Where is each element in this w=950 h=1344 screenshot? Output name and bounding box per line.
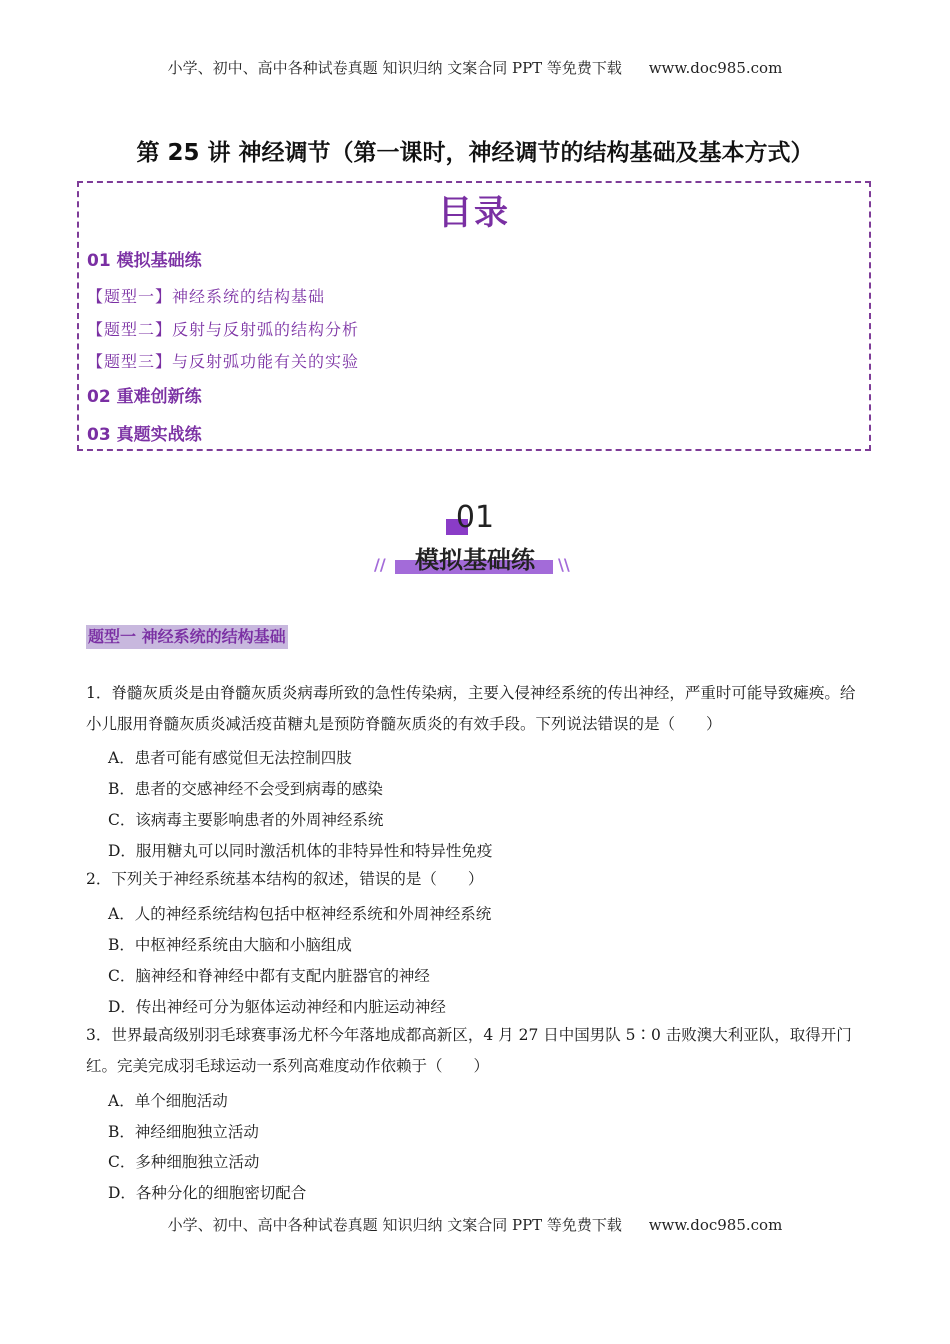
question-1-option-c: C．该病毒主要影响患者的外周神经系统	[108, 811, 384, 829]
page-title: 第 25 讲 神经调节（第一课时，神经调节的结构基础及基本方式）	[136, 140, 814, 166]
toc-heading: 目录	[438, 193, 510, 233]
header-text: 小学、初中、高中各种试卷真题 知识归纳 文案合同 PPT 等免费下载	[167, 59, 622, 77]
header-url-link[interactable]: www.doc985.com	[648, 59, 783, 77]
toc-item-section-03[interactable]: 03 真题实战练	[87, 425, 202, 445]
footer-url-link[interactable]: www.doc985.com	[648, 1216, 783, 1234]
question-1-option-b: B．患者的交感神经不会受到病毒的感染	[108, 780, 383, 798]
toc-item-type-3[interactable]: 【题型三】与反射弧功能有关的实验	[87, 352, 360, 371]
badge-slash-left: //	[374, 555, 386, 574]
question-type-tag: 题型一 神经系统的结构基础	[86, 625, 288, 649]
page-header	[0, 57, 950, 78]
toc-item-section-02[interactable]: 02 重难创新练	[87, 387, 202, 407]
question-3-option-b: B．神经细胞独立活动	[108, 1123, 259, 1141]
question-3-option-a: A．单个细胞活动	[108, 1092, 228, 1110]
question-2-option-b: B．中枢神经系统由大脑和小脑组成	[108, 936, 352, 954]
question-2-option-a: A．人的神经系统结构包括中枢神经系统和外周神经系统	[108, 905, 492, 923]
question-3-option-d: D．各种分化的细胞密切配合	[108, 1184, 307, 1202]
question-1-stem: 1．脊髓灰质炎是由脊髓灰质炎病毒所致的急性传染病，主要入侵神经系统的传出神经，严重时可能导致瘫痪。给小儿服用脊髓灰质炎减活疫苗糖丸是预防脊髓灰质炎的有效手段。下列说法错误的是（ ）	[86, 684, 856, 733]
question-2-stem: 2．下列关于神经系统基本结构的叙述，错误的是（ ）	[86, 870, 484, 888]
toc-item-type-2[interactable]: 【题型二】反射与反射弧的结构分析	[87, 320, 360, 339]
toc-item-type-1[interactable]: 【题型一】神经系统的结构基础	[87, 287, 326, 306]
table-of-contents	[77, 181, 871, 451]
question-3-option-c: C．多种细胞独立活动	[108, 1153, 260, 1171]
page-footer	[0, 1214, 950, 1235]
badge-slash-right: \\	[558, 555, 570, 574]
question-1-option-a: A．患者可能有感觉但无法控制四肢	[108, 749, 352, 767]
footer-text: 小学、初中、高中各种试卷真题 知识归纳 文案合同 PPT 等免费下载	[167, 1216, 622, 1234]
toc-item-section-01[interactable]: 01 模拟基础练	[87, 251, 202, 271]
question-3-stem: 3．世界最高级别羽毛球赛事汤尤杯今年落地成都高新区，4 月 27 日中国男队 5∶0 击败澳大利亚队，取得开门红。完美完成羽毛球运动一系列高难度动作依赖于（ ）	[86, 1026, 852, 1075]
badge-label: 模拟基础练	[415, 546, 535, 574]
question-2-option-c: C．脑神经和脊神经中都有支配内脏器官的神经	[108, 967, 430, 985]
question-1-option-d: D．服用糖丸可以同时激活机体的非特异性和特异性免疫	[108, 842, 493, 860]
badge-number: 01	[455, 500, 495, 535]
question-2-option-d: D．传出神经可分为躯体运动神经和内脏运动神经	[108, 998, 446, 1016]
